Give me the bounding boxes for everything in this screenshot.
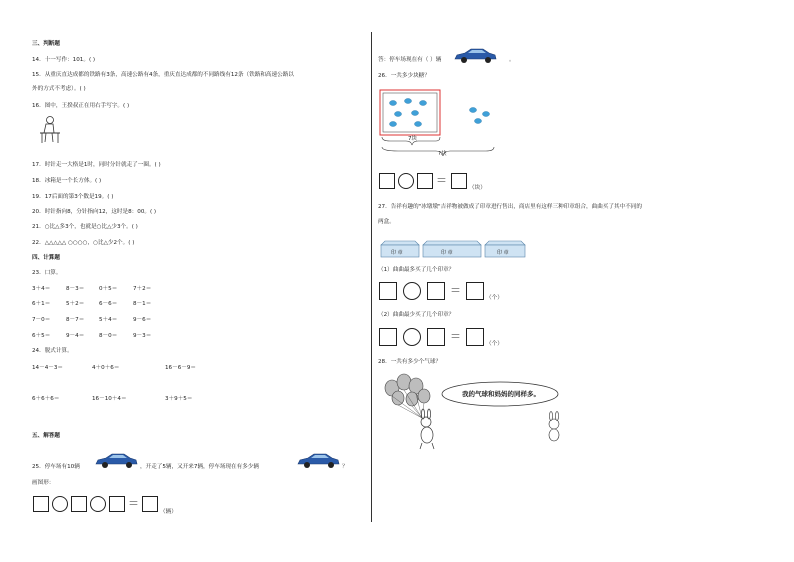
question-27-2: （2）曲曲最少买了几个印章？ (378, 312, 455, 318)
stamp-label: 印 章 (391, 250, 403, 256)
operator-circle[interactable] (403, 328, 421, 346)
unit-label: （块） (469, 185, 486, 191)
answer-25-end: 。 (509, 57, 515, 63)
draw-shapes-label: 画图形： (32, 480, 55, 486)
answer-box[interactable] (142, 496, 158, 512)
question-27-line1: 27．告祥有趣的"冰墩墩"吉祥物被做成了印章进行售出，商店里有这样三种印章组合，曲曲买了其中不同的 (378, 204, 642, 210)
column-divider (371, 32, 372, 522)
label-unknown-pieces: ?块 (438, 151, 447, 157)
unit-label: （个） (486, 295, 503, 301)
stamp-label: 印 章 (497, 250, 509, 256)
speech-bubble-text: 我的气球和妈妈的同样多。 (462, 390, 540, 398)
question-14: 14．十一写作：101。( ) (32, 57, 96, 63)
answer-box[interactable] (427, 282, 445, 300)
equals-sign: ＝ (450, 330, 461, 343)
question-15-line2: 外的方式不考虑）。( ) (32, 86, 86, 92)
answer-box[interactable] (451, 173, 467, 189)
answer-box[interactable] (379, 282, 397, 300)
car-icon (296, 452, 340, 470)
equals-sign: ＝ (436, 174, 447, 187)
calc-item: 8－7＝ (66, 317, 85, 323)
calc-item: 9－6＝ (133, 317, 152, 323)
answer-box[interactable] (417, 173, 433, 189)
calc-item: 5＋2＝ (66, 301, 85, 307)
answer-box[interactable] (379, 173, 395, 189)
candy-diagram (378, 88, 508, 160)
section-3-title: 三、判断题 (32, 41, 60, 47)
calc2-item: 3＋9＋5＝ (165, 396, 193, 402)
calc2-item: 4＋0＋6＝ (92, 365, 120, 371)
calc-item: 7－0＝ (32, 317, 51, 323)
answer-box[interactable] (466, 282, 484, 300)
question-27-line2: 两盒。 (378, 219, 395, 225)
calc-item: 6＋5＝ (32, 333, 51, 339)
calc-item: 6＋1＝ (32, 301, 51, 307)
calc-item: 0＋5＝ (99, 286, 118, 292)
question-25-part1: 25．停车场有10辆 (32, 464, 80, 470)
label-7-pieces: 7块 (408, 136, 418, 142)
answer-box[interactable] (427, 328, 445, 346)
operator-circle[interactable] (403, 282, 421, 300)
question-20: 20．时针指向8，分针指向12，这时是8：00。( ) (32, 209, 157, 215)
answer-box[interactable] (109, 496, 125, 512)
calc2-item: 6＋6＋6＝ (32, 396, 60, 402)
section-5-title: 五、解答题 (32, 433, 60, 439)
car-icon (94, 452, 138, 470)
stamp-label: 印 章 (441, 250, 453, 256)
question-26: 26．一共多少块糖？ (378, 73, 430, 79)
question-23: 23．口算。 (32, 270, 62, 276)
calc-item: 9－3＝ (133, 333, 152, 339)
question-22: 22．△△△△△ ○○○○，○比△少2个。( ) (32, 240, 135, 246)
calc-item: 8－0＝ (99, 333, 118, 339)
operator-circle[interactable] (90, 496, 106, 512)
operator-circle[interactable] (52, 496, 68, 512)
calc-item: 6－6＝ (99, 301, 118, 307)
writing-person-illustration (36, 115, 62, 145)
question-19: 19．17后面的第3个数是19。( ) (32, 194, 114, 200)
operator-circle[interactable] (398, 173, 414, 189)
stamp-boxes-illustration (379, 238, 529, 260)
unit-label: （辆） (160, 509, 177, 515)
unit-label: （个） (486, 341, 503, 347)
question-27-1: （1）曲曲最多买了几个印章？ (378, 267, 455, 273)
calc2-item: 16－10＋4＝ (92, 396, 127, 402)
question-25-end: ？ (342, 464, 348, 470)
car-icon (453, 47, 497, 65)
calc2-item: 14－4－3＝ (32, 365, 64, 371)
calc-item: 8－3＝ (66, 286, 85, 292)
answer-box[interactable] (379, 328, 397, 346)
question-17: 17．时针走一大格是1时，同时分针就走了一圈。( ) (32, 162, 161, 168)
question-25-part2: ，开走了5辆，又开来7辆，停车场现在有多少辆 (140, 464, 259, 470)
calc-item: 3＋4＝ (32, 286, 51, 292)
question-24: 24．脱式计算。 (32, 348, 73, 354)
answer-box[interactable] (71, 496, 87, 512)
equals-sign: ＝ (450, 284, 461, 297)
question-28: 28．一共有多少个气球？ (378, 359, 442, 365)
question-15-line1: 15．从重庆直达成都的铁路有3条，高速公路有4条，重庆直达成都的不同路线有12条（铁路和高速公路以 (32, 72, 294, 78)
calc2-item: 16－6－9＝ (165, 365, 197, 371)
question-18: 18．冰箱是一个长方体。( ) (32, 178, 102, 184)
section-4-title: 四、计算题 (32, 255, 60, 261)
answer-25: 答：停车场现在有（ ）辆 (378, 57, 442, 63)
equals-sign: ＝ (128, 497, 139, 510)
question-21: 21．○比△多3个，也就是○比△少3个。( ) (32, 224, 138, 230)
balloons-illustration (382, 372, 582, 452)
calc-item: 7＋2＝ (133, 286, 152, 292)
question-16: 16．图中，王揆叔正在用右手写字。( ) (32, 103, 130, 109)
answer-box[interactable] (466, 328, 484, 346)
answer-box[interactable] (33, 496, 49, 512)
calc-item: 8－1＝ (133, 301, 152, 307)
calc-item: 5＋4＝ (99, 317, 118, 323)
calc-item: 9－4＝ (66, 333, 85, 339)
